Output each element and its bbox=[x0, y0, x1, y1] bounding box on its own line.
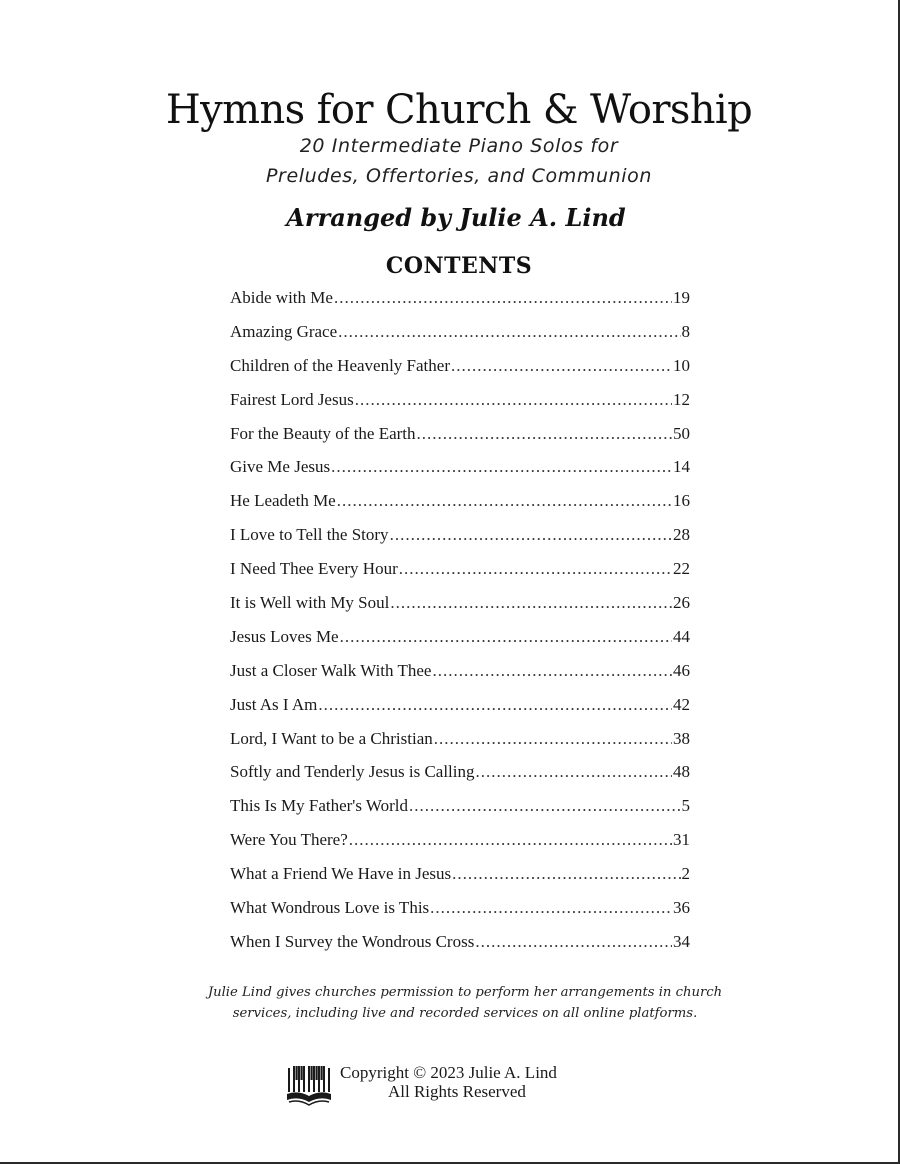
toc-leader-dots bbox=[452, 857, 680, 891]
toc-leader-dots bbox=[430, 891, 672, 925]
toc-entry-page: 42 bbox=[673, 694, 690, 714]
toc-leader-dots bbox=[390, 586, 672, 620]
toc-entry-title: I Need Thee Every Hour bbox=[230, 559, 398, 579]
notice-line-1: Julie Lind gives churches permission to perform her arrangements in church bbox=[207, 985, 723, 1000]
arranger-credit: Arranged by Julie A. Lind bbox=[286, 203, 626, 232]
toc-entry bbox=[230, 417, 690, 451]
toc-entry-page: 38 bbox=[673, 728, 690, 748]
toc-entry bbox=[230, 315, 690, 349]
toc-leader-dots bbox=[434, 722, 672, 756]
toc-entry bbox=[230, 620, 690, 654]
toc-leader-dots bbox=[318, 688, 672, 722]
copyright-line-2: All Rights Reserved bbox=[388, 1082, 526, 1101]
toc-entry bbox=[230, 755, 690, 789]
toc-leader-dots bbox=[337, 484, 672, 518]
toc-entry bbox=[230, 823, 690, 857]
toc-entry-page: 19 bbox=[673, 288, 690, 307]
toc-entry bbox=[230, 891, 690, 925]
toc-leader-dots bbox=[476, 755, 672, 789]
toc-leader-dots bbox=[451, 349, 672, 383]
toc-entry bbox=[230, 281, 690, 315]
toc-entry-page: 5 bbox=[681, 796, 690, 816]
toc-entry-title: When I Survey the Wondrous Cross bbox=[230, 931, 475, 951]
toc-entry-page: 16 bbox=[673, 491, 690, 511]
toc-leader-dots bbox=[349, 823, 672, 857]
toc-entry bbox=[230, 349, 690, 383]
toc-leader-dots bbox=[432, 654, 672, 688]
toc-entry-page: 14 bbox=[673, 457, 690, 477]
notice-line-2: services, including live and recorded services on all online platforms. bbox=[232, 1006, 698, 1021]
toc-leader-dots bbox=[355, 383, 672, 417]
toc-entry-page: 44 bbox=[673, 626, 690, 646]
toc-entry-title: Lord, I Want to be a Christian bbox=[230, 728, 433, 748]
toc-entry bbox=[230, 484, 690, 518]
toc-leader-dots bbox=[417, 417, 672, 451]
toc-entry-page: 48 bbox=[673, 762, 690, 782]
toc-entry bbox=[230, 518, 690, 552]
toc-entry bbox=[230, 789, 690, 823]
toc-entry bbox=[230, 586, 690, 620]
toc-entry-title: What Wondrous Love is This bbox=[230, 898, 430, 918]
book-title: Hymns for Church & Worship bbox=[165, 87, 753, 133]
toc-entry-page: 2 bbox=[681, 864, 690, 884]
toc-entry-page: 34 bbox=[673, 931, 690, 951]
toc-entry bbox=[230, 925, 690, 959]
toc-leader-dots bbox=[399, 552, 672, 586]
toc-entry-title: Just As I Am bbox=[230, 694, 318, 714]
toc-entry-title: Just a Closer Walk With Thee bbox=[230, 660, 432, 680]
toc-entry-title: I Love to Tell the Story bbox=[230, 525, 389, 545]
toc-entry-page: 28 bbox=[673, 525, 690, 545]
toc-entry-title: This Is My Father's World bbox=[230, 796, 408, 816]
toc-entry-title: Amazing Grace bbox=[230, 321, 338, 341]
toc-entry-page: 12 bbox=[673, 389, 690, 409]
toc-entry-page: 46 bbox=[673, 660, 690, 680]
toc-entry-title: Fairest Lord Jesus bbox=[230, 389, 354, 409]
toc-entry-title: Jesus Loves Me bbox=[230, 626, 339, 646]
copyright-notice bbox=[340, 1063, 610, 1101]
toc-entry-page: 10 bbox=[673, 355, 690, 375]
toc-entry-title: Were You There? bbox=[230, 830, 348, 850]
subtitle-line-2: Preludes, Offertories, and Communion bbox=[266, 165, 652, 187]
toc-entry bbox=[230, 552, 690, 586]
toc-entry-title: It is Well with My Soul bbox=[230, 593, 390, 613]
toc-entry-page: 22 bbox=[673, 559, 690, 579]
toc-leader-dots bbox=[409, 789, 681, 823]
toc-entry-title: Softly and Tenderly Jesus is Calling bbox=[230, 762, 475, 782]
toc-entry-title: Abide with Me bbox=[230, 288, 333, 307]
toc-entry-title: For the Beauty of the Earth bbox=[230, 423, 416, 443]
table-of-contents bbox=[230, 281, 690, 959]
toc-entry-page: 26 bbox=[673, 593, 690, 613]
toc-entry bbox=[230, 654, 690, 688]
toc-entry bbox=[230, 688, 690, 722]
toc-leader-dots bbox=[331, 450, 672, 484]
toc-leader-dots bbox=[338, 315, 680, 349]
copyright-line-1: Copyright © 2023 Julie A. Lind bbox=[340, 1063, 557, 1082]
toc-entry-title: Give Me Jesus bbox=[230, 457, 331, 477]
toc-entry-title: What a Friend We Have in Jesus bbox=[230, 864, 452, 884]
toc-entry-title: He Leadeth Me bbox=[230, 491, 336, 511]
toc-leader-dots bbox=[340, 620, 672, 654]
toc-leader-dots bbox=[475, 925, 672, 959]
toc-entry-page: 50 bbox=[673, 423, 690, 443]
piano-book-logo-icon bbox=[286, 1062, 336, 1108]
toc-entry bbox=[230, 722, 690, 756]
toc-entry bbox=[230, 857, 690, 891]
subtitle-line-1: 20 Intermediate Piano Solos for bbox=[299, 135, 619, 157]
toc-entry-page: 36 bbox=[673, 898, 690, 918]
toc-entry-title: Children of the Heavenly Father bbox=[230, 355, 450, 375]
contents-heading: CONTENTS bbox=[385, 253, 533, 279]
toc-entry-page: 31 bbox=[673, 830, 690, 850]
performance-permission-notice bbox=[0, 982, 900, 1024]
toc-leader-dots bbox=[390, 518, 672, 552]
toc-entry bbox=[230, 450, 690, 484]
toc-entry-page: 8 bbox=[681, 321, 690, 341]
toc-entry bbox=[230, 383, 690, 417]
toc-leader-dots bbox=[334, 281, 672, 315]
